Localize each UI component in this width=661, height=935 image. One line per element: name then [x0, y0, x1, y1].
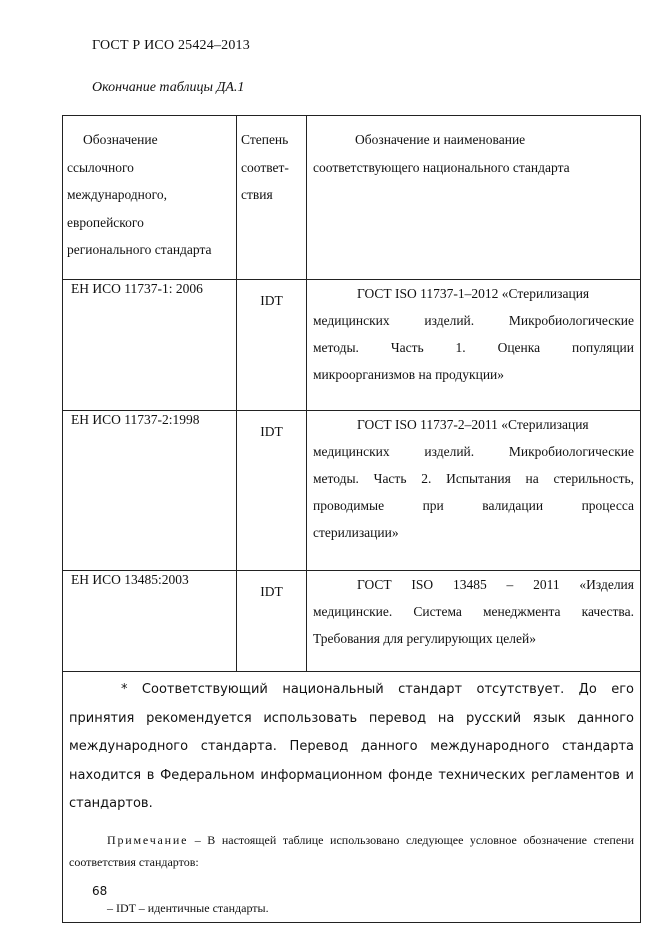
note-text: – В настоящей таблице использовано следующее условное обозначение степени соответствия стандартов: — [69, 832, 634, 869]
header-national-standard: Обозначение и наименование соответствующего национального стандарта — [307, 116, 641, 280]
row-national-title: ГОСТ ISO 11737-2–2011 «Стерилизация медицинских изделий. Микробиологические методы. Часть 2. Испытания на стерильность, проводимые при валидации процесса стерилизации» — [307, 411, 641, 571]
header-reference-designation: Обозначение ссылочного международного, европейского регионального стандарта — [63, 116, 237, 280]
note-idt-definition: – IDT – идентичные стандарты. — [107, 900, 269, 915]
footnote-cell — [63, 672, 641, 923]
footnote-text: * Соответствующий национальный стандарт отсутствует. До его принятия рекомендуется использовать перевод на русский язык данного международного стандарта. Перевод данного международного стандарта находится в Федеральном информационном фонде технических регламентов и стандартов. — [69, 682, 634, 811]
note-paragraph — [69, 829, 634, 873]
standards-correspondence-table — [62, 115, 641, 923]
table-row — [63, 411, 641, 571]
row-designation: ЕН ИСО 11737-2:1998 — [63, 411, 237, 571]
table-row — [63, 280, 641, 411]
document-header: ГОСТ Р ИСО 25424–2013 — [92, 38, 250, 53]
table-row — [63, 571, 641, 672]
table-header-row — [63, 116, 641, 280]
row-national-title: ГОСТ ISO 11737-1–2012 «Стерилизация медицинских изделий. Микробиологические методы. Часть 1. Оценка популяции микроорганизмов на продукции» — [307, 280, 641, 411]
row-designation: ЕН ИСО 11737-1: 2006 — [63, 280, 237, 411]
table-footnote-row — [63, 672, 641, 923]
row-degree: IDT — [237, 571, 307, 672]
table-continuation-caption: Окончание таблицы ДА.1 — [92, 80, 245, 95]
row-designation: ЕН ИСО 13485:2003 — [63, 571, 237, 672]
row-degree: IDT — [237, 411, 307, 571]
note-label: Примечание — [107, 832, 189, 847]
row-degree: IDT — [237, 280, 307, 411]
page-number: 68 — [92, 884, 108, 898]
row-national-title: ГОСТ ISO 13485 – 2011 «Изделия медицинские. Система менеджмента качества. Требования для регулирующих целей» — [307, 571, 641, 672]
header-degree: Степень соответ- ствия — [237, 116, 307, 280]
